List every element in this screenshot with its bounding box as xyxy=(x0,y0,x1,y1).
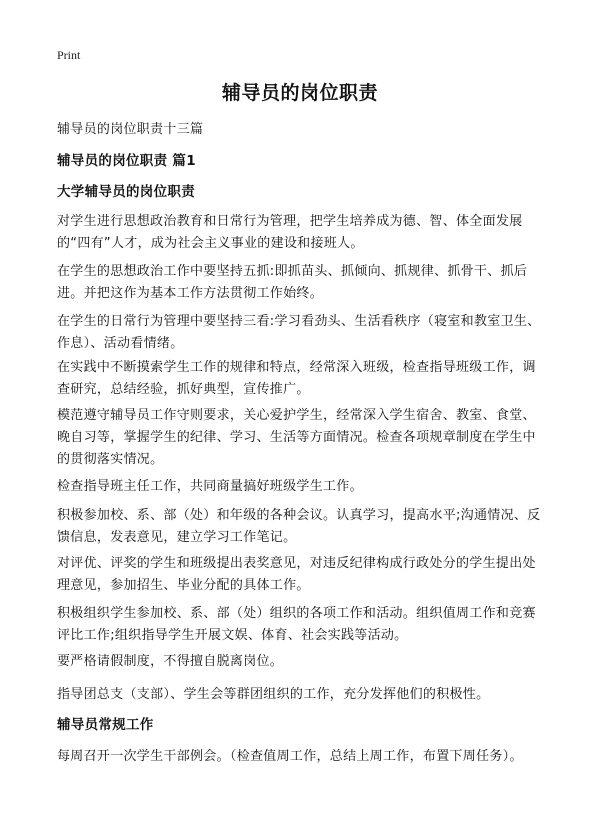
paragraph: 指导团总支（支部）、学生会等群团组织的工作，充分发挥他们的积极性。 xyxy=(57,687,490,702)
document-subtitle: 辅导员的岗位职责十三篇 xyxy=(57,122,204,137)
paragraph: 检查指导班主任工作，共同商量搞好班级学生工作。 xyxy=(57,479,363,494)
section-heading: 辅导员的岗位职责 篇1 xyxy=(57,153,196,169)
paragraph: 对评优、评奖的学生和班级提出表奖意见，对违反纪律构成行政处分的学生提出处理意见，参加招生、毕业分配的具体工作。 xyxy=(57,556,536,593)
paragraph: 要严格请假制度，不得擅自脱离岗位。 xyxy=(57,654,284,669)
paragraph: 积极参加校、系、部（处）和年级的各种会议。认真学习，提高水平;沟通情况、反馈信息，发表意见，建立学习工作笔记。 xyxy=(57,508,541,545)
sub-heading: 大学辅导员的岗位职责 xyxy=(57,184,195,200)
paragraph: 模范遵守辅导员工作守则要求，关心爱护学生，经常深入学生宿舍、教室、食堂、晚自习等，掌握学生的纪律、学习、生活等方面情况。检查各项规章制度在学生中的贯彻落实情况。 xyxy=(57,408,536,467)
paragraph: 在学生的日常行为管理中要坚持三看:学习看劲头、生活看秩序（寝室和教室卫生、作息）、活动看情绪。 xyxy=(57,314,541,351)
paragraph: 对学生进行思想政治教育和日常行为管理，把学生培养成为德、智、体全面发展的“四有”人才，成为社会主义事业的建设和接班人。 xyxy=(57,214,523,251)
paragraph: 积极组织学生参加校、系、部（处）组织的各项工作和活动。组织值周工作和竞赛评比工作;组织指导学生开展文娱、体育、社会实践等活动。 xyxy=(57,606,536,643)
print-link[interactable]: Print xyxy=(57,48,81,62)
paragraph: 在学生的思想政治工作中要坚持五抓:即抓苗头、抓倾向、抓规律、抓骨干、抓后进。并把这作为基本工作方法贯彻工作始终。 xyxy=(57,264,528,301)
page-title: 辅导员的岗位职责 xyxy=(221,82,378,104)
paragraph: 在实践中不断摸索学生工作的规律和特点，经常深入班级，检查指导班级工作，调查研究，总结经验，抓好典型，宣传推广。 xyxy=(57,360,536,397)
paragraph-final: 每周召开一次学生干部例会。（检查值周工作，总结上周工作，布置下周任务）。 xyxy=(57,749,523,764)
section-heading-2: 辅导员常规工作 xyxy=(57,717,154,733)
